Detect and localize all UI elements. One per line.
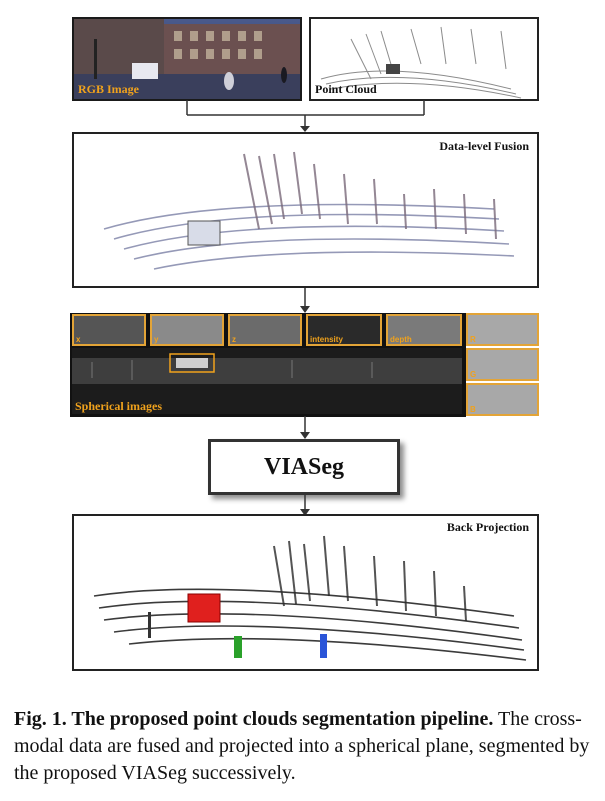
rgb-image-label: RGB Image	[78, 82, 139, 96]
caption-fig-number: Fig. 1	[14, 708, 62, 730]
channel-z-thumb	[228, 314, 302, 346]
figure-caption	[14, 706, 599, 787]
channel-intensity-label: intensity	[310, 335, 343, 344]
fused-point-cloud	[74, 134, 537, 286]
back-projection-label: Back Projection	[446, 520, 529, 534]
data-fusion-label: Data-level Fusion	[439, 139, 529, 153]
spherical-images-label: Spherical images	[75, 399, 162, 413]
data-fusion-panel	[72, 132, 539, 288]
channel-y-thumb	[150, 314, 224, 346]
viaseg-model-box: VIASeg	[208, 439, 400, 495]
rgb-image-panel	[72, 17, 302, 101]
point-cloud-panel	[309, 17, 539, 101]
channel-b-thumb	[466, 383, 539, 416]
channel-depth-label: depth	[390, 335, 412, 344]
point-cloud-label: Point Cloud	[315, 82, 377, 96]
channel-x-thumb	[72, 314, 146, 346]
spherical-panorama	[72, 348, 462, 414]
channel-b-label: B	[470, 405, 476, 414]
arrow-fusion-to-spherical	[295, 288, 315, 314]
caption-text: The cross-modal data are fused and projected into a spherical plane, segmented by the proposed VIASeg successively.	[14, 708, 590, 784]
channel-r-label: R	[470, 335, 476, 344]
channel-z-label: z	[232, 335, 236, 344]
caption-title: . The proposed point clouds segmentation pipeline.	[61, 708, 494, 730]
channel-x-label: x	[76, 335, 81, 344]
channel-depth-thumb	[386, 314, 462, 346]
channel-r-thumb	[466, 313, 539, 346]
arrow-spherical-to-model	[295, 416, 315, 440]
channel-g-thumb	[466, 348, 539, 381]
back-projection-panel	[72, 514, 539, 671]
channel-g-label: G	[470, 370, 477, 379]
segmented-point-cloud	[74, 516, 537, 669]
channel-y-label: y	[154, 335, 159, 344]
channel-intensity-thumb	[306, 314, 382, 346]
